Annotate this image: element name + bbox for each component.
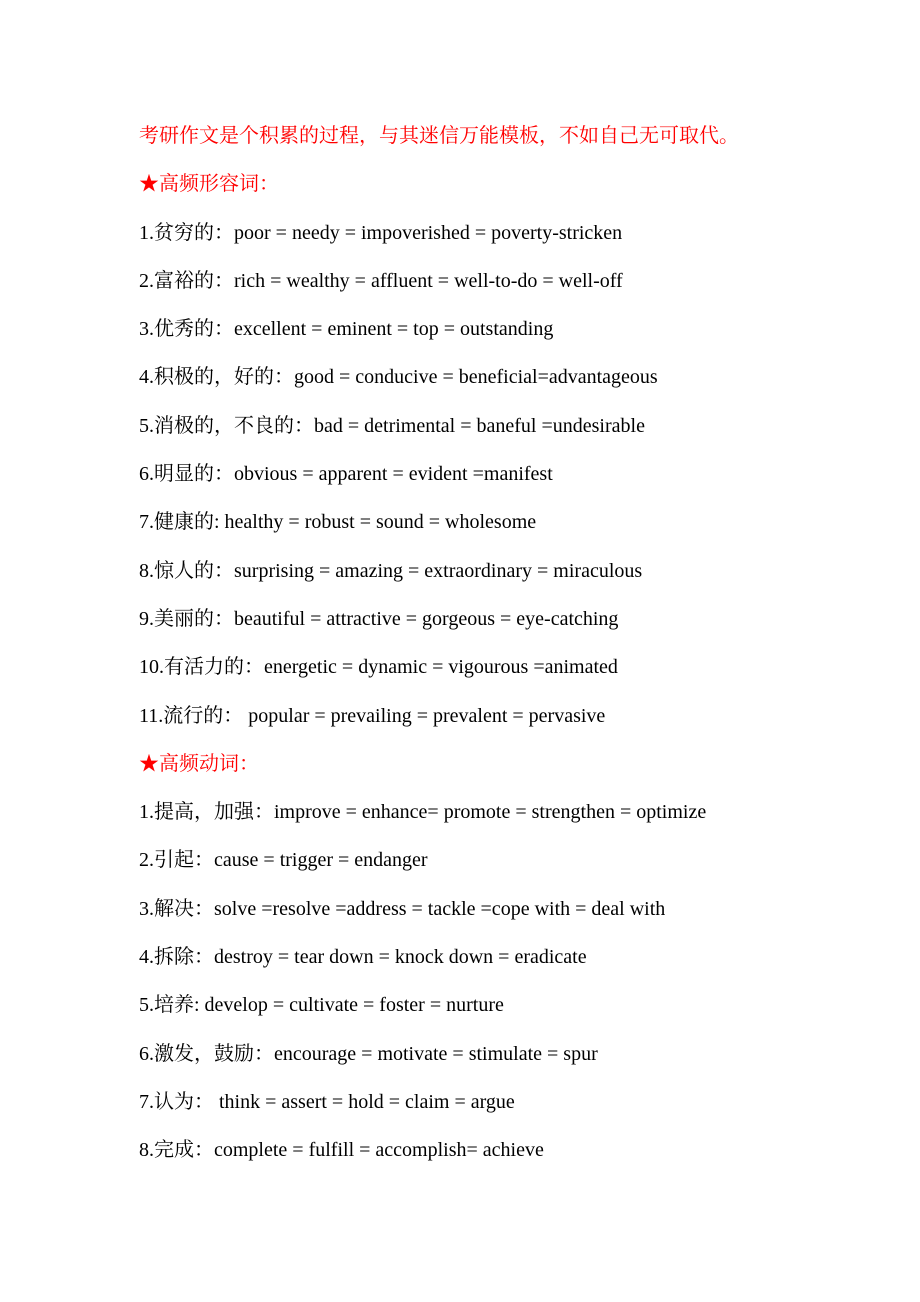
verb-item: 2.引起：cause = trigger = endanger: [139, 849, 428, 872]
section-heading-verbs: ★高频动词：: [139, 752, 259, 775]
verb-item: 1.提高，加强：improve = enhance= promote = strengthen = optimize: [139, 801, 707, 824]
adjective-item: 9.美丽的：beautiful = attractive = gorgeous = eye-catching: [139, 607, 619, 630]
verb-item: 8.完成：complete = fulfill = accomplish= achieve: [139, 1139, 544, 1162]
verb-item: 3.解决：solve =resolve =address = tackle =cope with = deal with: [139, 897, 666, 920]
adjective-item: 8.惊人的：surprising = amazing = extraordinary = miraculous: [139, 559, 643, 582]
intro-text: 考研作文是个积累的过程，与其迷信万能模板，不如自己无可取代。: [139, 125, 739, 147]
verb-item: 6.激发，鼓励：encourage = motivate = stimulate = spur: [139, 1042, 598, 1065]
verb-item: 7.认为： think = assert = hold = claim = argue: [139, 1090, 515, 1113]
document-content: [139, 112, 899, 1175]
adjective-item: 11.流行的： popular = prevailing = prevalent = pervasive: [139, 704, 606, 727]
adjective-item: 1.贫穷的：poor = needy = impoverished = poverty-stricken: [139, 221, 623, 244]
verb-item: 4.拆除：destroy = tear down = knock down = eradicate: [139, 946, 587, 969]
adjective-item: 6.明显的：obvious = apparent = evident =manifest: [139, 463, 553, 486]
adjective-item: 2.富裕的：rich = wealthy = affluent = well-to-do = well-off: [139, 269, 623, 292]
verb-item: 5.培养: develop = cultivate = foster = nurture: [139, 994, 504, 1017]
adjective-item: 4.积极的，好的：good = conducive = beneficial=advantageous: [139, 366, 658, 389]
adjective-item: 10.有活力的：energetic = dynamic = vigourous =animated: [139, 656, 618, 679]
section-heading-adjectives: ★高频形容词：: [139, 173, 279, 196]
adjective-item: 3.优秀的：excellent = eminent = top = outstanding: [139, 318, 554, 341]
adjective-item: 5.消极的，不良的：bad = detrimental = baneful =undesirable: [139, 414, 645, 437]
adjective-item: 7.健康的: healthy = robust = sound = wholesome: [139, 511, 537, 534]
